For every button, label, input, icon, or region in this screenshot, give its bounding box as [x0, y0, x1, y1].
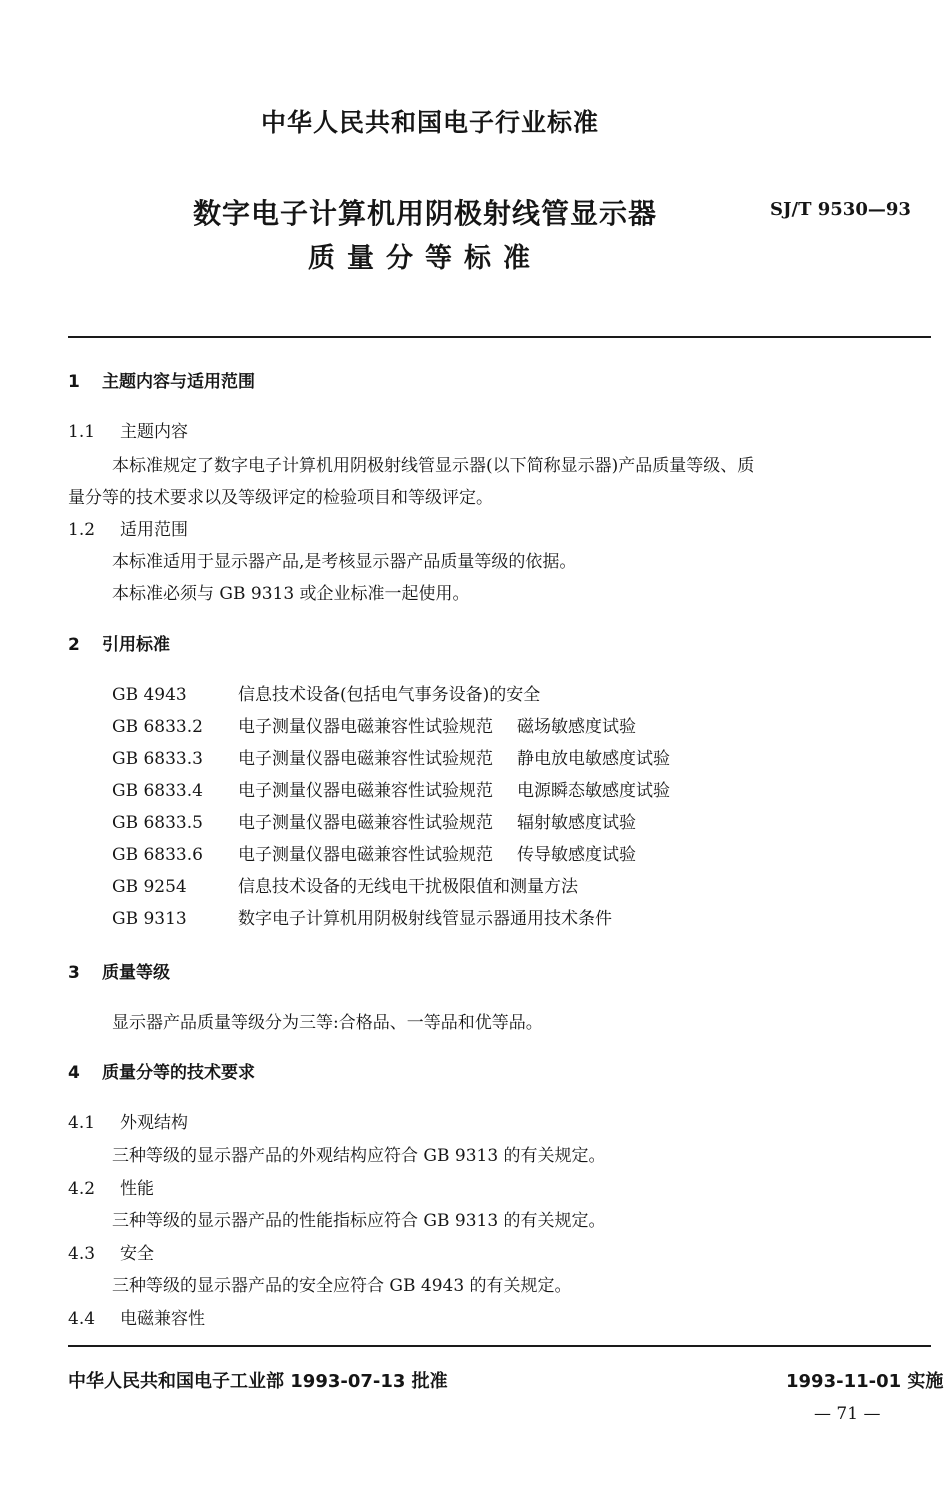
reference-item [112, 744, 670, 776]
reference-title: 数字电子计算机用阴极射线管显示器通用技术条件 [238, 909, 612, 929]
reference-subtitle: 磁场敏感度试验 [517, 717, 636, 737]
section-4-4-heading [68, 1304, 205, 1329]
reference-item [112, 712, 670, 744]
document-title-line2: 质量分等标准 [308, 243, 542, 274]
section-1-heading [68, 367, 255, 392]
section-1-1-heading [68, 417, 188, 442]
reference-item [112, 680, 670, 712]
paragraph: 本标准规定了数字电子计算机用阴极射线管显示器(以下简称显示器)产品质量等级、质 [112, 456, 755, 476]
reference-subtitle: 辐射敏感度试验 [517, 813, 636, 833]
header-divider [68, 336, 931, 338]
section-title: 引用标准 [102, 635, 170, 655]
section-title: 主题内容 [120, 422, 188, 442]
section-3-heading [68, 958, 170, 983]
reference-list [112, 680, 670, 936]
standard-number: SJ/T 9530—93 [770, 199, 911, 220]
paragraph: 量分等的技术要求以及等级评定的检验项目和等级评定。 [68, 488, 493, 508]
section-title: 电磁兼容性 [120, 1309, 205, 1329]
section-number: 4.1 [68, 1113, 96, 1133]
section-title: 适用范围 [120, 520, 188, 540]
section-2-heading [68, 630, 170, 655]
section-title: 安全 [120, 1244, 154, 1264]
section-4-3-heading [68, 1239, 154, 1264]
reference-item [112, 840, 670, 872]
reference-subtitle: 传导敏感度试验 [517, 845, 636, 865]
reference-code: GB 6833.4 [112, 781, 203, 801]
section-number: 4 [68, 1063, 80, 1083]
approval-line: 中华人民共和国电子工业部 1993-07-13 批准 [68, 1371, 448, 1392]
paragraph: 显示器产品质量等级分为三等:合格品、一等品和优等品。 [112, 1013, 543, 1033]
section-title: 外观结构 [120, 1113, 188, 1133]
section-number: 3 [68, 963, 80, 983]
section-4-1-heading [68, 1108, 188, 1133]
reference-title: 电子测量仪器电磁兼容性试验规范 [238, 781, 493, 801]
reference-title: 电子测量仪器电磁兼容性试验规范 [238, 813, 493, 833]
section-number: 4.3 [68, 1244, 96, 1264]
reference-code: GB 6833.2 [112, 717, 203, 737]
document-title-line1: 数字电子计算机用阴极射线管显示器 [192, 197, 657, 230]
reference-code: GB 6833.5 [112, 813, 203, 833]
reference-title: 电子测量仪器电磁兼容性试验规范 [238, 749, 493, 769]
reference-subtitle: 电源瞬态敏感度试验 [517, 781, 670, 801]
footer-divider [68, 1345, 931, 1347]
section-title: 性能 [120, 1179, 154, 1199]
reference-subtitle: 静电放电敏感度试验 [517, 749, 670, 769]
reference-item [112, 808, 670, 840]
reference-item [112, 904, 670, 936]
reference-title: 信息技术设备(包括电气事务设备)的安全 [238, 685, 541, 705]
reference-title: 信息技术设备的无线电干扰极限值和测量方法 [238, 877, 578, 897]
reference-item [112, 776, 670, 808]
section-4-2-heading [68, 1174, 154, 1199]
issuing-authority: 中华人民共和国电子行业标准 [260, 108, 599, 137]
section-number: 4.4 [68, 1309, 96, 1329]
section-number: 4.2 [68, 1179, 96, 1199]
reference-title: 电子测量仪器电磁兼容性试验规范 [238, 845, 493, 865]
reference-code: GB 4943 [112, 685, 187, 705]
section-4-heading [68, 1058, 255, 1083]
paragraph: 本标准必须与 GB 9313 或企业标准一起使用。 [112, 584, 470, 604]
reference-code: GB 6833.6 [112, 845, 203, 865]
reference-code: GB 6833.3 [112, 749, 203, 769]
section-1-2-heading [68, 515, 188, 540]
section-title: 质量等级 [102, 963, 170, 983]
section-number: 1.1 [68, 422, 96, 442]
reference-code: GB 9313 [112, 909, 187, 929]
section-number: 2 [68, 635, 80, 655]
section-number: 1.2 [68, 520, 96, 540]
section-number: 1 [68, 372, 80, 392]
paragraph: 本标准适用于显示器产品,是考核显示器产品质量等级的依据。 [112, 552, 577, 572]
implementation-date: 1993-11-01 实施 [786, 1371, 944, 1392]
paragraph: 三种等级的显示器产品的安全应符合 GB 4943 的有关规定。 [112, 1276, 572, 1296]
page-number: — 71 — [814, 1404, 881, 1424]
section-title: 质量分等的技术要求 [102, 1063, 255, 1083]
reference-title: 电子测量仪器电磁兼容性试验规范 [238, 717, 493, 737]
reference-item [112, 872, 670, 904]
paragraph: 三种等级的显示器产品的外观结构应符合 GB 9313 的有关规定。 [112, 1146, 606, 1166]
section-title: 主题内容与适用范围 [102, 372, 255, 392]
paragraph: 三种等级的显示器产品的性能指标应符合 GB 9313 的有关规定。 [112, 1211, 606, 1231]
reference-code: GB 9254 [112, 877, 187, 897]
